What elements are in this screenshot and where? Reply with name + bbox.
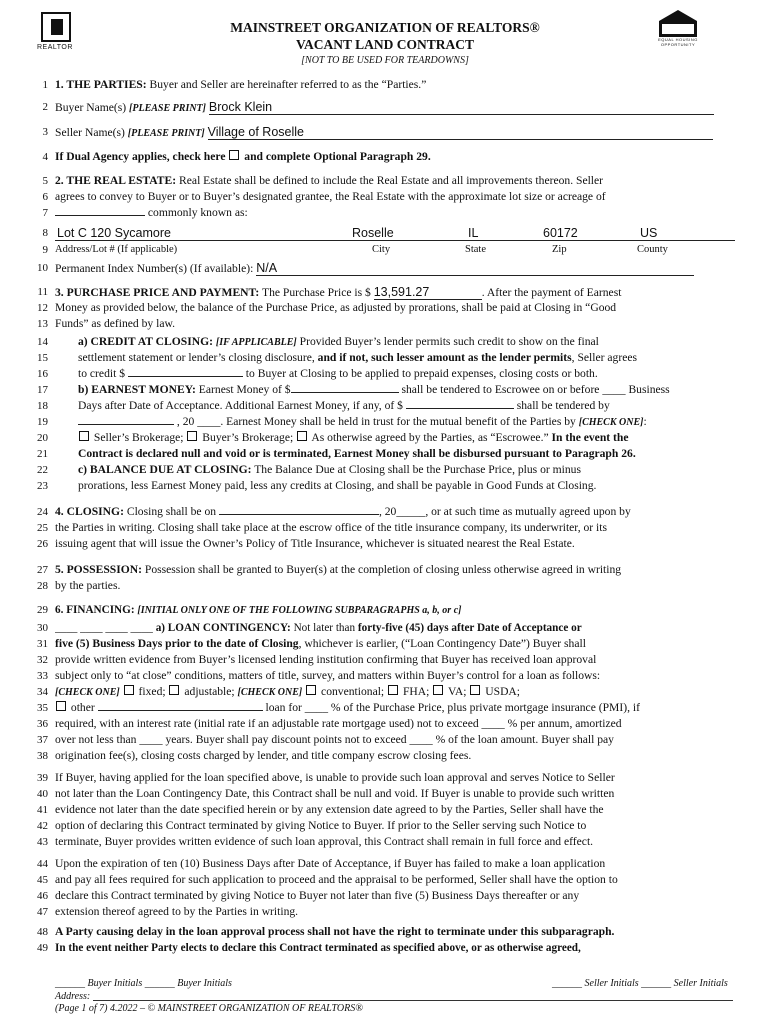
contract-line-10: Permanent Index Number(s) (If available): N/A [55,261,735,276]
contract-line-41: evidence not later than the date specified herein or by any extension date agreed to by the Parties, Seller shall have the [55,803,604,816]
checkbox[interactable] [124,685,134,695]
checkbox[interactable] [306,685,316,695]
line-number: 36 [37,718,48,730]
line-number: 29 [37,604,48,616]
line-number: 13 [37,318,48,330]
contract-line-33: subject only to “at close” conditions, matters of title, survey, and matters within Buyer’s control for a loan as follows: [55,669,601,682]
line-number: 34 [37,686,48,698]
line-number: 49 [37,942,48,954]
contract-line-34: [CHECK ONE] fixed; adjustable; [CHECK ONE] conventional; FHA; VA; USDA; [55,685,521,698]
line-number: 37 [37,734,48,746]
line-number: 39 [37,772,48,784]
line-number: 2 [42,101,48,113]
contract-line-5: 2. THE REAL ESTATE: Real Estate shall be defined to include the Real Estate and all improvements thereon. Seller [55,174,604,187]
checkbox[interactable] [433,685,443,695]
line-number: 17 [37,384,48,396]
line-number: 48 [37,926,48,938]
city-field[interactable]: Roselle [352,226,394,240]
contract-line-45: and pay all fees required for such application to proceed and the appraisal to be performed, Seller shall have the option to [55,873,618,886]
contract-line-23: prorations, less Earnest Money paid, less any credits at Closing, and shall be payable in Good Funds at Closing. [78,479,597,492]
contract-line-7: commonly known as: [55,206,735,220]
contract-line-15: settlement statement or lender’s closing disclosure, and if not, such lesser amount as the lender permits, Seller agrees [78,351,638,364]
line-number: 18 [37,400,48,412]
buyer-name-field[interactable]: Brock Klein [209,100,714,115]
contract-line-27: 5. POSSESSION: Possession shall be granted to Buyer(s) at the completion of closing unless otherwise agreed in writing [55,563,622,576]
contract-line-1: 1. THE PARTIES: Buyer and Seller are hereinafter referred to as the “Parties.” [55,78,427,91]
checkbox[interactable] [79,431,89,441]
realtor-logo: REALTOR [37,12,77,54]
contract-line-29: 6. FINANCING: [INITIAL ONLY ONE OF THE FOLLOWING SUBPARAGRAPHS a, b, or c] [55,604,462,616]
contract-line-11: 3. PURCHASE PRICE AND PAYMENT: The Purchase Price is $ 13,591.27 . After the payment of Earnest [55,285,622,299]
state-field[interactable]: IL [468,226,479,240]
contract-line-16: to credit $ to Buyer at Closing to be applied to prepaid expenses, closing costs or both. [78,367,598,380]
contract-line-48: A Party causing delay in the loan approval process shall not have the right to terminate under this subparagraph. [55,925,615,938]
line-number: 8 [42,227,48,239]
document-title: VACANT LAND CONTRACT [295,37,475,52]
line-number: 7 [42,207,48,219]
line-number: 24 [37,506,48,518]
contract-line-19: , 20 ____. Earnest Money shall be held in trust for the mutual benefit of the Parties by [CHECK ONE]: [78,415,735,430]
line-number: 15 [37,352,48,364]
contract-line-40: not later than the Loan Contingency Date, this Contract shall be null and void. If Buyer is unable to provide such written [55,787,615,800]
contract-line-4: If Dual Agency applies, check here and complete Optional Paragraph 29. [55,150,431,163]
line-number: 42 [37,820,48,832]
price-field[interactable]: 13,591.27 [374,285,482,300]
line-number: 46 [37,890,48,902]
contract-line-25: the Parties in writing. Closing shall take place at the escrow office of the title insurance company, its underwriter, or its [55,521,608,534]
pin-field[interactable]: N/A [256,261,694,276]
contract-line-13: Funds” as defined by law. [55,317,175,330]
contract-line-30: ____ ____ ____ ____ a) LOAN CONTINGENCY: Not later than forty-five (45) days after Date of Acceptance or [55,622,582,634]
contract-line-39: If Buyer, having applied for the loan specified above, is unable to provide such loan approval and serves Notice to Seller [55,771,615,784]
contract-line-26: issuing agent that will issue the Owner’s Policy of Title Insurance, whichever is situated nearest the Real Estate. [55,537,575,550]
contract-line-42: option of declaring this Contract terminated by giving Notice to Buyer. If prior to the Seller serving such Notice to [55,819,587,832]
line-number: 27 [37,564,48,576]
buyer-initials[interactable]: ______ Buyer Initials ______ Buyer Initials [55,978,232,989]
line-number: 21 [37,448,48,460]
seller-name-field[interactable]: Village of Roselle [208,125,713,140]
document-subtitle: [NOT TO BE USED FOR TEARDOWNS] [301,55,469,66]
line-number: 19 [37,416,48,428]
contract-line-2: Buyer Name(s) [PLEASE PRINT] Brock Klein [55,100,735,116]
line-number: 33 [37,670,48,682]
equal-housing-logo: EQUAL HOUSING OPPORTUNITY [655,10,701,48]
zip-field[interactable]: 60172 [543,226,578,240]
fill-field[interactable] [219,514,379,515]
line-number: 12 [37,302,48,314]
line-number: 4 [42,151,48,163]
line-number: 16 [37,368,48,380]
fill-field[interactable] [128,376,243,377]
line-number: 32 [37,654,48,666]
address-label: Address: [55,991,91,1002]
line-number: 5 [42,175,48,187]
checkbox[interactable] [470,685,480,695]
line-number: 9 [42,244,48,256]
contract-line-46: declare this Contract terminated by giving Notice to Buyer not later than five (5) Business Days thereafter or any [55,889,580,902]
org-title: MAINSTREET ORGANIZATION OF REALTORS® [230,20,540,35]
line-number: 22 [37,464,48,476]
checkbox[interactable] [56,701,66,711]
line-number: 45 [37,874,48,886]
line-number: 11 [37,286,48,298]
line-number: 30 [37,622,48,634]
county-field[interactable]: US [640,226,658,240]
line-number: 28 [37,580,48,592]
line-number: 44 [37,858,48,870]
line-number: 47 [37,906,48,918]
seller-initials[interactable]: ______ Seller Initials ______ Seller Initials [552,978,728,989]
line-number: 40 [37,788,48,800]
contract-line-36: required, with an interest rate (initial rate if an adjustable rate mortgage used) not to exceed ____ % per annum, amortized [55,717,622,730]
line-number: 41 [37,804,48,816]
contract-line-14: a) CREDIT AT CLOSING: [IF APPLICABLE] Provided Buyer’s lender permits such credit to show on the final [78,335,599,348]
line-number: 31 [37,638,48,650]
address-line[interactable] [93,1000,733,1001]
checkbox[interactable] [187,431,197,441]
fill-field[interactable] [55,215,145,216]
checkbox[interactable] [388,685,398,695]
contract-line-18: Days after Date of Acceptance. Additional Earnest Money, if any, of $ shall be tendered by [78,399,610,412]
line-number: 1 [42,79,48,91]
fill-field[interactable] [78,424,174,425]
contract-line-12: Money as provided below, the balance of the Purchase Price, as adjusted by prorations, shall be paid at Closing in “Good [55,301,617,314]
contract-line-47: extension thereof agreed to by the Parties in writing. [55,905,299,918]
contract-line-9: Address/Lot # (If applicable) City State Zip County [55,244,668,255]
contract-line-6: agrees to convey to Buyer or to Buyer’s designated grantee, the Real Estate with the approximate lot size or acreage of [55,190,606,203]
contract-line-21: Contract is declared null and void or is terminated, Earnest Money shall be disbursed pursuant to Paragraph 26. [78,447,636,460]
contract-line-22: c) BALANCE DUE AT CLOSING: The Balance Due at Closing shall be the Purchase Price, plus or minus [78,463,581,476]
line-number: 10 [37,262,48,274]
line-number: 6 [42,191,48,203]
contract-line-35: other loan for ____ % of the Purchase Price, plus private mortgage insurance (PMI), if [55,701,735,715]
contract-line-3: Seller Name(s) [PLEASE PRINT] Village of Roselle [55,125,735,141]
line-number: 20 [37,432,48,444]
line-number: 23 [37,480,48,492]
contract-line-17: b) EARNEST MONEY: Earnest Money of $ shall be tendered to Escrowee on or before ____ Business [78,383,670,396]
contract-line-38: origination fee(s), closing costs charged by lender, and title company escrow closing fees. [55,749,472,762]
address-field[interactable]: Lot C 120 Sycamore [57,226,171,240]
fill-field[interactable] [406,408,514,409]
fill-field[interactable] [98,710,263,711]
contract-line-24: 4. CLOSING: Closing shall be on , 20_____, or at such time as mutually agreed upon by [55,505,631,518]
fill-field[interactable] [291,392,399,393]
contract-line-37: over not less than ____ years. Buyer shall pay discount points not to exceed ____ % of the loan amount. Buyer shall pay [55,733,614,746]
contract-line-20: Seller’s Brokerage; Buyer’s Brokerage; As otherwise agreed by the Parties, as “Escrowee.” In the event the [78,431,735,445]
contract-line-49: In the event neither Party elects to declare this Contract terminated as specified above, or as otherwise agreed, [55,942,581,954]
line-number: 14 [37,336,48,348]
checkbox[interactable] [169,685,179,695]
line-number: 25 [37,522,48,534]
line-number: 38 [37,750,48,762]
contract-line-44: Upon the expiration of ten (10) Business Days after Date of Acceptance, if Buyer has failed to make a loan application [55,857,606,870]
line-number: 3 [42,126,48,138]
line-number: 43 [37,836,48,848]
line-number: 26 [37,538,48,550]
contract-line-32: provide written evidence from Buyer’s licensed lending institution confirming that Buyer has received loan approval [55,653,597,666]
checkbox[interactable] [229,150,239,160]
line-number: 35 [37,702,48,714]
checkbox[interactable] [297,431,307,441]
contract-line-28: by the parties. [55,579,121,592]
page-info: (Page 1 of 7) 4.2022 – © MAINSTREET ORGANIZATION OF REALTORS® [55,1003,363,1014]
contract-line-43: terminate, Buyer provides written evidence of such loan approval, this Contract shall remain in full force and effect. [55,835,594,848]
contract-line-31: five (5) Business Days prior to the date of Closing, whichever is earlier, (“Loan Contingency Date”) Buyer shall [55,637,586,650]
